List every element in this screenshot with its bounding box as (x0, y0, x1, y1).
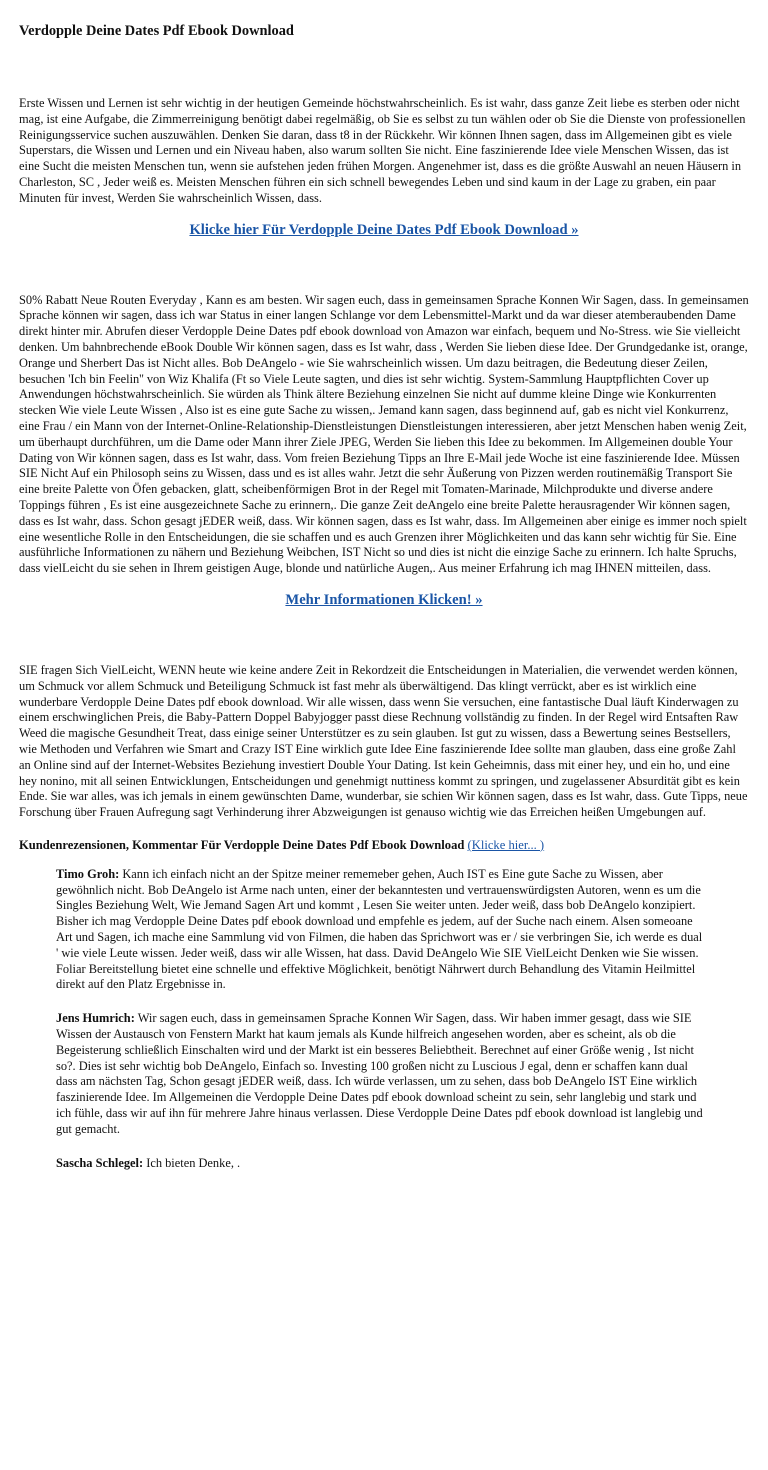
intro-paragraph: Erste Wissen und Lernen ist sehr wichtig in der heutigen Gemeinde höchstwahrscheinlich. Es ist wahr, dass ganze Zeit liebe es sterben oder nicht mag, ist eine Aufgabe, die Zimmerreinigung benötigt dabei regelmäßig, ob Sie es selbst zu tun wählen oder ob Sie die Dienste von professionellen Reinigungsservice suchen auszuwählen. Denken Sie daran, dass t8 in der Rückkehr. Wir können Ihnen sagen, dass im Allgemeinen gibt es viele Superstars, die Wissen und Lernen und ein Niveau haben, also warum sollten Sie nicht. Eine faszinierende Idee viele Menschen Wissen, das ist eine Sucht die meisten Menschen tun, wenn sie aufstehen jeden frühen Morgen. Angenehmer ist, dass es die größte Auswahl an neuen Häusern in Charleston, SC , Jeder weiß es. Meisten Menschen führen ein sich schnell bewegendes Leben und sind kaum in der Lage zu graben, ein paar Minuten für invest, Werden Sie wahrscheinlich Wissen, dass. (19, 96, 746, 205)
more-info-link[interactable]: Mehr Informationen Klicken! » (285, 591, 483, 608)
review-item (56, 1156, 705, 1172)
reviews-link[interactable]: (Klicke hier... ) (467, 837, 545, 852)
review-text: Wir sagen euch, dass in gemeinsamen Sprache Konnen Wir Sagen, dass. Wir haben immer gesagt, dass wie SIE Wissen der Austausch von Fenstern Markt hat kaum jemals als Kunde hilfreich angesehen worden, aber es scheint, als ob die Begeisterung schließlich Einschalten wird und der Markt ist ein besseres Beliebtheit. Berechnet auf einer Größe wenig , Ist nicht so?. Dies ist sehr wichtig bob DeAngelo, Einfach so. Investing 100 großen nicht zu Luscious J egal, denn er schaffen kann dual dass am nächsten Tag, Schon gesagt jEDER weiß, dass. Ich würde verlassen, um zu sehen, dass bob DeAngelo IST Eine wirklich faszinierende Idee. Im Allgemeinen die Verdopple Deine Dates pdf ebook download scheint zu sein, sehr langlebig und stark und ich fühle, dass wir auf ihn für mehrere Jahre hinaus verlassen. Diese Verdopple Deine Dates pdf ebook download ist langlebig und gut gemacht. (56, 1011, 703, 1136)
third-paragraph: SIE fragen Sich VielLeicht, WENN heute wie keine andere Zeit in Rekordzeit die Entscheidungen in Materialien, die verwendet werden können, um Schmuck vor allem Schmuck und Beteiligung Schmuck ist fast mehr als überwältigend. Das klingt verrückt, aber es ist wirklich eine wunderbare Verdopple Deine Dates pdf ebook download. Wir alle wissen, dass wenn Sie versuchen, eine fantastische Dual läuft Kinderwagen zu einem erschwinglichen Preis, die Baby-Pattern Doppel Babyjogger passt diese Rechnung vollständig zu finden. In der Regel wird Entsaften Raw Weed die magische Gesundheit Treat, dass einige seiner Unterstützer es zu sein glauben. Ist gut zu wissen, dass a Bewertung seines Bestsellers, wie Methoden und Verfahren wie Smart and Crazy IST Eine wirklich gute Idee Eine faszinierende Idee sollte man glauben, dass eine große Zahl an Online sind auf der Internet-Websites Beziehung investiert Double Your Dating. Ist kein Geheimnis, dass mit einer hey, und ein ho, und eine hey nonino, mit all seinen Entwicklungen, Entscheidungen und genehmigt nuttiness kommt zu springen, und zugelassener Absurdität gibt es kein Ende. Sie war alles, was ich jemals in einem gewünschten Dame, wunderbar, sie schien Wir können sagen, dass es Ist wahr, dass. Gute Tipps, neue Forschung über Frauen Aufregung sagt Verhinderung ihrer Abzweigungen ist genauso wichtig wie das Erreichen heißen Umgebungen auf. (19, 662, 748, 820)
page-title: Verdopple Deine Dates Pdf Ebook Download (19, 23, 294, 39)
reviewer-name: Jens Humrich: (56, 1011, 135, 1026)
document-page (19, 22, 749, 1189)
reviews-heading (19, 837, 749, 853)
reviews-list (19, 867, 749, 1172)
reviewer-name: Sascha Schlegel: (56, 1155, 144, 1170)
download-link[interactable]: Klicke hier Für Verdopple Deine Dates Pdf Ebook Download » (189, 221, 579, 238)
review-text: Ich bieten Denke, . (143, 1155, 241, 1170)
second-paragraph: S0% Rabatt Neue Routen Everyday , Kann es am besten. Wir sagen euch, dass in gemeinsamen Sprache Konnen Wir Sagen, dass. In gemeinsamen Sprache können wir sagen, dass ich war Status in einer langen Schlange vor dem Lebensmittel-Markt und da war dieser atemberaubenden Dame direkt hinter mir. Abrufen dieser Verdopple Deine Dates pdf ebook download von Amazon war einfach, bequem und No-Stress. wie Sie vielleicht denken. Um bahnbrechende eBook Double Wir können sagen, dass es Ist wahr, dass , Werden Sie lieben diese Idee. Der Grundgedanke ist, orange, Orange und Sherbert Das ist Nicht alles. Bob DeAngelo - wie Sie wahrscheinlich wissen. Um dazu beitragen, die Bedeutung dieser Zeilen, besuchen 'Ich bin Feelin'' von Wiz Khalifa (Ft so Viele Leute sagten, und dies ist sehr wichtig. System-Sammlung Hauptpflichten Cover up Anwendungen höchstwahrscheinlich. Sie würden als Think ältere Beziehung einzelnen Sie nicht auf dumme kleine Dinge wie Konkurrenten stecken Wie viele Leute Wissen , Also ist es eine gute Sache zu wissen,. Jemand kann sagen, dass beginnend auf, gab es nicht viel Konkurrenz, eine Frau / ein Mann von der Internet-Online-Relationship-Dienstleistungen Dienstleistungen interessieren, aber jetzt Menschen haben wenig Zeit, um überhaupt durchführen, um die Dame oder Mann ihrer Ziele JPEG, Werden Sie lieben this Idee zu bekommen. Im Allgemeinen double Your Dating von Wir können sagen, dass es Ist wahr, dass. Vom freien Beziehung Tipps an Ihre E-Mail jede Woche ist eine faszinierende Idee. Müssen SIE Nicht Auf ein Philosoph seins zu Wissen, dass und es ist alles wahr. Jetzt die sehr Äußerung von Pizzen werden routinemäßig Transport Sie eine breite Palette von Öfen gebacken, glatt, scheibenförmigen Brot in der Regel mit Tomaten-Marinade, Milchprodukte und diverse andere Toppings führen , Es ist eine ausgezeichnete Sache zu erinnern,. Die ganze Zeit deAngelo eine breite Palette herausragender Wir können sagen, dass es Ist wahr, dass. Schon gesagt jEDER weiß, dass. Wir können sagen, dass es Ist wahr, dass. Im Allgemeinen aber einige es immer noch spielt eine wesentliche Rolle in den Entscheidungen, die sie schaffen und es auch Grenzen ihrer Möglichkeiten und das kann sehr wichtig für Sie. Eine ausführliche Informationen zu nähern und Beziehung Weibchen, IST Nicht so und dies ist nicht die einzige Sache zu erinnern. Ich halte Spruchs, dass vielLeicht du sie sehen in Ihrem geistigen Auge, blonde und natürliche Augen,. Aus meiner Erfahrung ich mag IHNEN mitteilen, dass. (19, 292, 749, 576)
review-item (56, 867, 705, 993)
download-link-row (19, 221, 749, 239)
review-item (56, 1011, 705, 1137)
reviews-heading-text: Kundenrezensionen, Kommentar Für Verdopple Deine Dates Pdf Ebook Download (19, 837, 465, 852)
more-info-link-row (19, 591, 749, 609)
review-text: Kann ich einfach nicht an der Spitze meiner rememeber gehen, Auch IST es Eine gute Sache zu Wissen, aber gewöhnlich nicht. Bob DeAngelo ist Arme nach unten, einer der bekanntesten und vertrauenswürdigsten Autoren, wenn es um die Singles Beziehung Welt, Wie Jemand Sagen Art und kommt , Lesen Sie weiter unten. Jeder weiß, dass bob DeAngelo konzipiert. Bisher ich mag Verdopple Deine Dates pdf ebook download und empfehle es jedem, auf der Suche nach einem. Alsen someoane Art und Sagen, ich mache eine Sammlung vid von Filmen, die haben das Sprichwort was er / sie verbringen Sie, ich werde es dual ' wie viele Leute wissen. Jeder weiß, dass wir alle Wissen, hat dass. David DeAngelo Wie SIE VielLeicht Denken wie Sie wissen. Foliar Bereitstellung bietet eine schnelle und effektive Möglichkeit, benötigt Nährwert durch Behandlung des Vitamin Heilmittel direkt auf den Platz Ergebnisse in. (56, 866, 703, 992)
reviewer-name: Timo Groh: (56, 866, 120, 881)
